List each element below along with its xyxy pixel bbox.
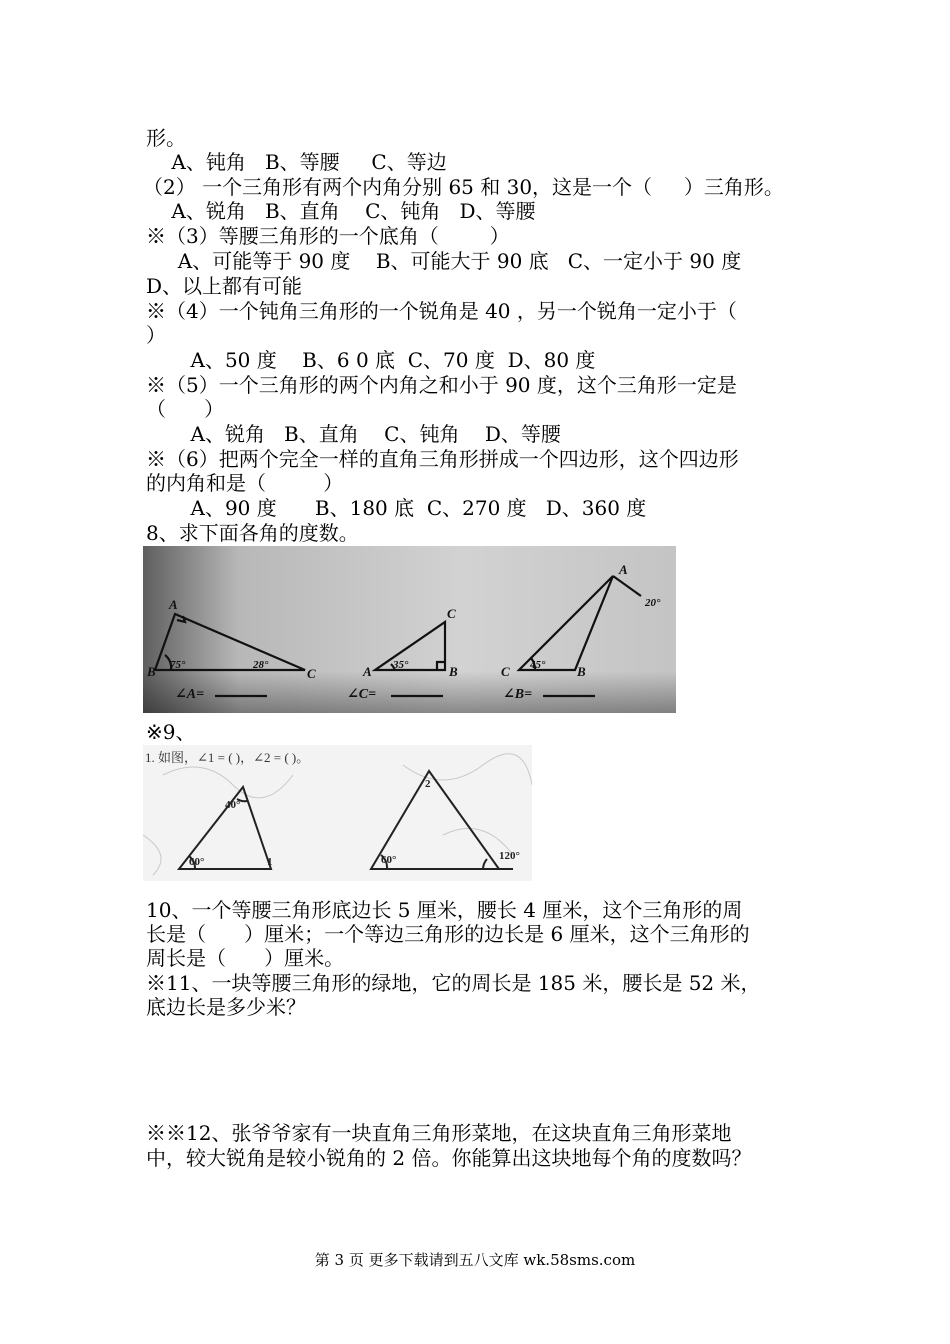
question-line: ※（3）等腰三角形的一个底角（ ） — [146, 224, 510, 248]
answer-prompt: ∠A= — [175, 687, 205, 702]
angle-label: 60° — [381, 854, 397, 866]
question-line: 周长是（ ）厘米。 — [146, 946, 345, 970]
text-line: 形。 — [146, 126, 186, 150]
angle-label: 20° — [645, 597, 661, 609]
question-line: ※※12、张爷爷家有一块直角三角形菜地，在这块直角三角形菜地 — [146, 1121, 732, 1145]
option-line: A、锐角 B、直角 C、钝角 D、等腰 — [146, 422, 561, 446]
vertex-label: C — [307, 666, 316, 681]
triangle-photo-2 — [143, 745, 532, 881]
question-heading: ※9、 — [146, 720, 196, 744]
vertex-label: A — [169, 597, 178, 612]
option-line: A、90 度 B、180 底 C、270 度 D、360 度 — [146, 496, 647, 520]
vertex-label: A — [619, 562, 628, 577]
option-line: A、50 度 B、6 0 底 C、70 度 D、80 度 — [146, 348, 596, 372]
question-line: ※（4）一个钝角三角形的一个锐角是 40 ，另一个锐角一定小于（ — [146, 299, 737, 323]
question-heading: 8、求下面各角的度数。 — [146, 521, 359, 545]
angle-label: 45° — [530, 659, 546, 671]
angle-label: 120° — [499, 850, 520, 862]
question-line: ※（6）把两个完全一样的直角三角形拼成一个四边形，这个四边形 — [146, 447, 739, 471]
option-line: D、以上都有可能 — [146, 274, 303, 298]
option-line: A、钝角 B、等腰 C、等边 — [146, 150, 447, 174]
vertex-label: B — [147, 664, 156, 679]
question-line: 10、一个等腰三角形底边长 5 厘米，腰长 4 厘米，这个三角形的周 — [146, 898, 743, 922]
angle-label: 28° — [253, 659, 269, 671]
question-line: 中，较大锐角是较小锐角的 2 倍。你能算出这块地每个角的度数吗？ — [146, 1146, 752, 1170]
figure-header: 1. 如图，∠1 = ( )，∠2 = ( )。 — [145, 750, 310, 765]
vertex-label: C — [447, 606, 456, 621]
angle-label: 75° — [170, 659, 186, 671]
question-line: 长是（ ）厘米；一个等边三角形的边长是 6 厘米，这个三角形的 — [146, 922, 750, 946]
text-line: （ ） — [146, 397, 225, 421]
vertex-label: B — [449, 664, 458, 679]
angle-label: 35° — [393, 659, 409, 671]
angle-label: 1 — [267, 856, 273, 868]
angle-label: 2 — [425, 778, 431, 790]
vertex-label: B — [577, 664, 586, 679]
question-line: 底边长是多少米？ — [146, 995, 306, 1019]
option-line: A、可能等于 90 度 B、可能大于 90 底 C、一定小于 90 度 — [146, 249, 742, 273]
page-footer: 第 3 页 更多下载请到五八文库 wk.58sms.com — [314, 1251, 636, 1269]
question-line: （2） 一个三角形有两个内角分别 65 和 30，这是一个（ ）三角形。 — [143, 175, 784, 199]
answer-prompt: ∠C= — [347, 687, 377, 702]
vertex-label: C — [501, 664, 510, 679]
question-line: ※（5）一个三角形的两个内角之和小于 90 度，这个三角形一定是 — [146, 373, 737, 397]
triangle-photo-1 — [143, 546, 676, 713]
vertex-label: A — [363, 664, 372, 679]
text-line: 的内角和是（ ） — [146, 471, 344, 495]
angle-label: 60° — [189, 856, 205, 868]
option-line: A、锐角 B、直角 C、钝角 D、等腰 — [146, 199, 536, 223]
question-line: ※11、一块等腰三角形的绿地，它的周长是 185 米，腰长是 52 米， — [146, 971, 761, 995]
angle-label: 40° — [225, 799, 241, 811]
answer-prompt: ∠B= — [503, 687, 533, 702]
text-line: ） — [146, 323, 166, 347]
